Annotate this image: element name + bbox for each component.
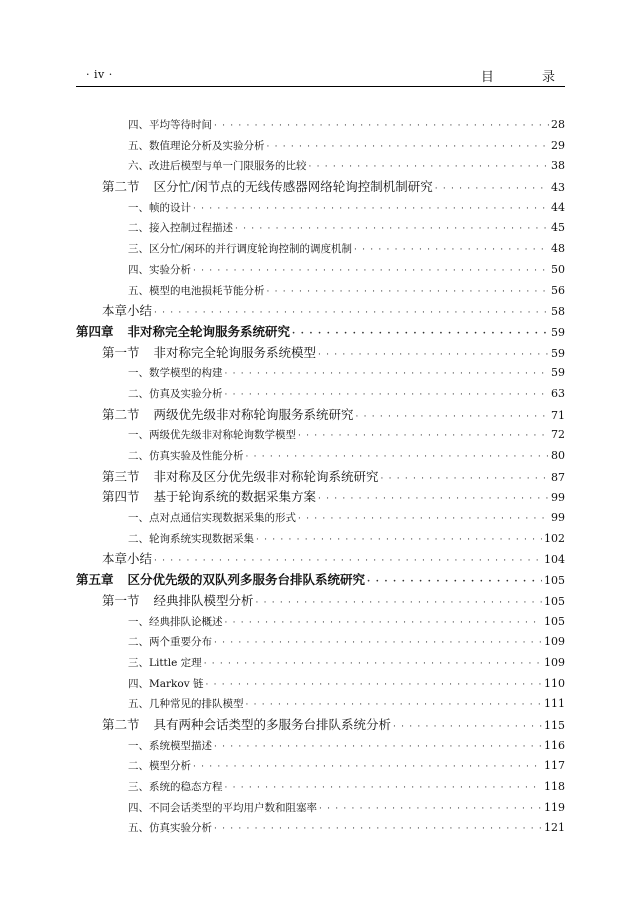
toc-entry-text: 二、轮询系统实现数据采集: [128, 532, 254, 545]
toc-entry-text: 本章小结: [102, 303, 153, 319]
toc-entry-sub[interactable]: [76, 736, 565, 757]
toc-entry-text: 二、接入控制过程描述: [128, 222, 233, 235]
toc-entry-text: 一、系统模型描述: [128, 739, 212, 752]
toc-entry-number: 第一节: [102, 344, 140, 360]
toc-entry-sub[interactable]: [76, 508, 565, 529]
dot-leader: [354, 240, 549, 260]
toc-entry-title: [128, 736, 212, 757]
toc-entry-page: 72: [551, 428, 565, 442]
dot-leader: [435, 179, 549, 198]
dot-leader: [267, 137, 550, 157]
toc-entry-title: [128, 281, 265, 302]
dot-leader: [367, 572, 542, 591]
toc-entry-text: 三、系统的稳态方程: [128, 781, 223, 793]
toc-entry-summary[interactable]: [76, 549, 565, 570]
dot-leader: [298, 426, 549, 446]
toc-entry-page: 28: [551, 118, 565, 131]
toc-entry-page: 38: [551, 159, 565, 173]
toc-entry-page: 58: [551, 305, 565, 319]
dot-leader: [309, 157, 550, 177]
toc-entry-title: [102, 549, 152, 570]
dot-leader: [214, 737, 542, 757]
toc-entry-title: [128, 612, 223, 633]
toc-entry-sub[interactable]: [76, 425, 565, 446]
toc-entry-sub[interactable]: [76, 115, 565, 136]
toc-entry-sub[interactable]: [76, 612, 565, 633]
toc-entry-page: 109: [544, 635, 565, 649]
toc-entry-title: [102, 591, 254, 612]
dot-leader: [318, 345, 549, 364]
dot-leader: [246, 695, 543, 715]
toc-entry-sub[interactable]: [76, 239, 565, 260]
toc-entry-title: [128, 756, 191, 777]
toc-entry-sub[interactable]: [76, 260, 565, 281]
dot-leader: [193, 261, 549, 281]
toc-entry-page: 111: [544, 697, 565, 711]
dot-leader: [225, 364, 550, 384]
toc-entry-sub[interactable]: [76, 818, 565, 839]
toc-entry-text: 本章小结: [102, 551, 153, 567]
dot-leader: [214, 819, 542, 839]
toc-entry-sub[interactable]: [76, 198, 565, 219]
toc-entry-title: [102, 301, 152, 322]
toc-entry-sub[interactable]: [76, 384, 565, 405]
dot-leader: [225, 778, 543, 798]
toc-entry-text: 一、帧的设计: [128, 201, 191, 214]
toc-entry-text: 五、模型的电池损耗节能分析: [128, 284, 265, 297]
toc-entry-page: 43: [551, 181, 565, 195]
toc-entry-chapter[interactable]: [76, 570, 565, 591]
dot-leader: [235, 219, 549, 239]
toc-entry-section[interactable]: [76, 715, 565, 736]
dot-leader: [204, 654, 542, 674]
toc-entry-title: [128, 384, 223, 405]
dot-leader: [267, 282, 550, 302]
toc-entry-sub[interactable]: [76, 632, 565, 653]
toc-entry-text: 四、实验分析: [128, 263, 191, 276]
page-header: [76, 62, 577, 87]
dot-leader: [318, 489, 549, 508]
toc-entry-sub[interactable]: [76, 653, 565, 674]
toc-entry-page: 118: [544, 780, 565, 793]
toc-entry-text: 六、改进后模型与单一门限服务的比较: [128, 160, 307, 173]
table-of-contents: [76, 115, 565, 839]
toc-entry-text: 基于轮询系统的数据采集方案: [153, 489, 317, 505]
toc-entry-text: 区分优先级的双队列多服务台排队系统研究: [127, 572, 366, 588]
toc-entry-section[interactable]: [76, 467, 565, 488]
toc-entry-text: 四、不同会话类型的平均用户数和阻塞率: [128, 801, 317, 814]
toc-entry-text: 一、数学模型的构建: [128, 367, 223, 380]
toc-entry-title: [128, 136, 265, 157]
dot-leader: [193, 199, 549, 219]
toc-entry-section[interactable]: [76, 591, 565, 612]
toc-entry-chapter[interactable]: [76, 322, 565, 343]
dot-leader: [214, 116, 549, 136]
toc-entry-page: 109: [544, 655, 565, 669]
dot-leader: [381, 469, 549, 488]
dot-leader: [292, 324, 549, 343]
toc-entry-title: [128, 156, 307, 177]
toc-entry-title: [128, 818, 212, 839]
toc-entry-sub[interactable]: [76, 674, 565, 695]
toc-entry-text: 非对称完全轮询服务系统研究: [127, 323, 291, 339]
toc-entry-title: [102, 177, 433, 198]
running-title: 目 录: [480, 70, 577, 85]
toc-entry-section[interactable]: [76, 405, 565, 426]
toc-entry-page: 59: [551, 325, 565, 339]
dot-leader: [356, 407, 549, 426]
dot-leader: [256, 530, 542, 550]
dot-leader: [393, 717, 542, 736]
toc-entry-page: 115: [544, 718, 565, 732]
toc-entry-title: [128, 198, 191, 219]
toc-entry-page: 110: [544, 676, 565, 690]
toc-entry-page: 104: [544, 553, 565, 567]
toc-entry-sub[interactable]: [76, 156, 565, 177]
toc-entry-page: 105: [544, 574, 565, 588]
toc-entry-title: [128, 115, 212, 136]
toc-entry-text: 一、点对点通信实现数据采集的形式: [128, 512, 296, 525]
toc-entry-title: [102, 405, 354, 426]
toc-entry-text: 四、平均等待时间: [128, 119, 212, 131]
dot-leader: [154, 551, 542, 570]
toc-entry-text: 五、几种常见的排队模型: [128, 698, 244, 711]
toc-entry-sub[interactable]: [76, 694, 565, 715]
toc-entry-page: 45: [551, 221, 565, 235]
toc-entry-section[interactable]: [76, 177, 565, 198]
toc-entry-title: [128, 260, 191, 281]
toc-entry-title: [128, 529, 254, 550]
toc-entry-page: 80: [551, 449, 565, 462]
toc-entry-text: 二、仿真实验及性能分析: [128, 450, 244, 462]
toc-entry-section[interactable]: [76, 343, 565, 364]
toc-entry-text: 五、数值理论分析及实验分析: [128, 139, 265, 152]
toc-entry-page: 105: [544, 594, 565, 608]
toc-entry-page: 63: [551, 386, 565, 400]
toc-entry-sub[interactable]: [76, 798, 565, 819]
toc-entry-page: 121: [544, 821, 565, 835]
toc-entry-text: 两级优先级非对称轮询服务系统研究: [153, 406, 354, 422]
toc-entry-sub[interactable]: [76, 756, 565, 777]
toc-entry-page: 56: [551, 283, 565, 297]
toc-entry-page: 116: [544, 738, 565, 752]
toc-entry-text: 具有两种会话类型的多服务台排队系统分析: [153, 716, 392, 732]
toc-entry-title: [128, 425, 296, 446]
toc-entry-number: 第四节: [102, 489, 140, 505]
dot-leader: [225, 613, 543, 633]
toc-entry-title: [102, 343, 316, 364]
toc-entry-title: [128, 632, 212, 653]
toc-entry-sub[interactable]: [76, 281, 565, 302]
toc-entry-sub[interactable]: [76, 777, 565, 798]
toc-entry-sub[interactable]: [76, 363, 565, 384]
toc-entry-page: 59: [551, 366, 565, 380]
toc-entry-sub[interactable]: [76, 446, 565, 467]
toc-entry-page: 71: [551, 408, 565, 422]
toc-entry-page: 50: [551, 262, 565, 276]
toc-entry-text: 一、两级优先级非对称轮询数学模型: [128, 429, 296, 442]
toc-entry-summary[interactable]: [76, 301, 565, 322]
page-number-label: · iv ·: [86, 68, 113, 81]
toc-entry-sub[interactable]: [76, 218, 565, 239]
toc-entry-title: [128, 653, 202, 674]
toc-entry-number: 第二节: [102, 406, 140, 422]
toc-entry-title: [128, 777, 223, 798]
toc-entry-page: 99: [551, 491, 565, 505]
toc-entry-sub[interactable]: [76, 529, 565, 550]
toc-entry-number: 第四章: [76, 323, 114, 339]
toc-entry-page: 87: [551, 470, 565, 484]
toc-entry-title: [102, 715, 391, 736]
toc-entry-text: 二、仿真及实验分析: [128, 387, 223, 400]
toc-entry-page: 29: [551, 138, 565, 152]
toc-entry-text: 四、Markov 链: [128, 677, 204, 690]
toc-entry-number: 第三节: [102, 468, 140, 484]
toc-entry-page: 119: [544, 800, 565, 814]
toc-entry-text: 二、模型分析: [128, 760, 191, 773]
toc-entry-number: 第二节: [102, 179, 140, 195]
dot-leader: [214, 633, 542, 653]
toc-entry-text: 经典排队模型分析: [153, 592, 254, 608]
toc-entry-page: 117: [544, 759, 565, 773]
toc-entry-text: 三、Little 定理: [128, 656, 202, 669]
dot-leader: [193, 757, 542, 777]
toc-entry-page: 105: [544, 614, 565, 628]
dot-leader: [256, 593, 542, 612]
toc-entry-section[interactable]: [76, 487, 565, 508]
toc-entry-text: 非对称及区分优先级非对称轮询系统研究: [153, 468, 379, 484]
toc-entry-title: [102, 487, 316, 508]
toc-entry-text: 五、仿真实验分析: [128, 822, 212, 835]
toc-entry-text: 二、两个重要分布: [128, 636, 212, 649]
toc-entry-number: 第一节: [102, 592, 140, 608]
dot-leader: [319, 799, 542, 819]
dot-leader: [298, 509, 549, 529]
toc-entry-title: [102, 467, 379, 488]
toc-entry-title: [76, 570, 365, 591]
toc-entry-text: 非对称完全轮询服务系统模型: [153, 344, 317, 360]
toc-entry-title: [76, 322, 290, 343]
toc-entry-sub[interactable]: [76, 136, 565, 157]
toc-entry-number: 第五章: [76, 572, 114, 588]
toc-entry-text: 区分忙/闲节点的无线传感器网络轮询控制机制研究: [153, 179, 433, 195]
toc-entry-title: [128, 798, 317, 819]
dot-leader: [246, 447, 550, 467]
toc-entry-page: 59: [551, 346, 565, 360]
toc-entry-page: 99: [551, 511, 565, 525]
toc-entry-title: [128, 508, 296, 529]
dot-leader: [154, 303, 549, 322]
toc-entry-title: [128, 674, 203, 695]
dot-leader: [225, 385, 550, 405]
toc-entry-title: [128, 446, 244, 467]
toc-entry-title: [128, 239, 352, 260]
toc-entry-title: [128, 363, 223, 384]
toc-entry-page: 102: [544, 531, 565, 545]
toc-entry-text: 三、区分忙/闲环的并行调度轮询控制的调度机制: [128, 243, 353, 256]
dot-leader: [205, 675, 542, 695]
toc-entry-title: [128, 218, 233, 239]
toc-entry-page: 44: [551, 200, 565, 214]
toc-entry-title: [128, 694, 244, 715]
toc-entry-page: 48: [551, 242, 565, 256]
toc-entry-number: 第二节: [102, 716, 140, 732]
toc-entry-text: 一、经典排队论概述: [128, 615, 223, 628]
